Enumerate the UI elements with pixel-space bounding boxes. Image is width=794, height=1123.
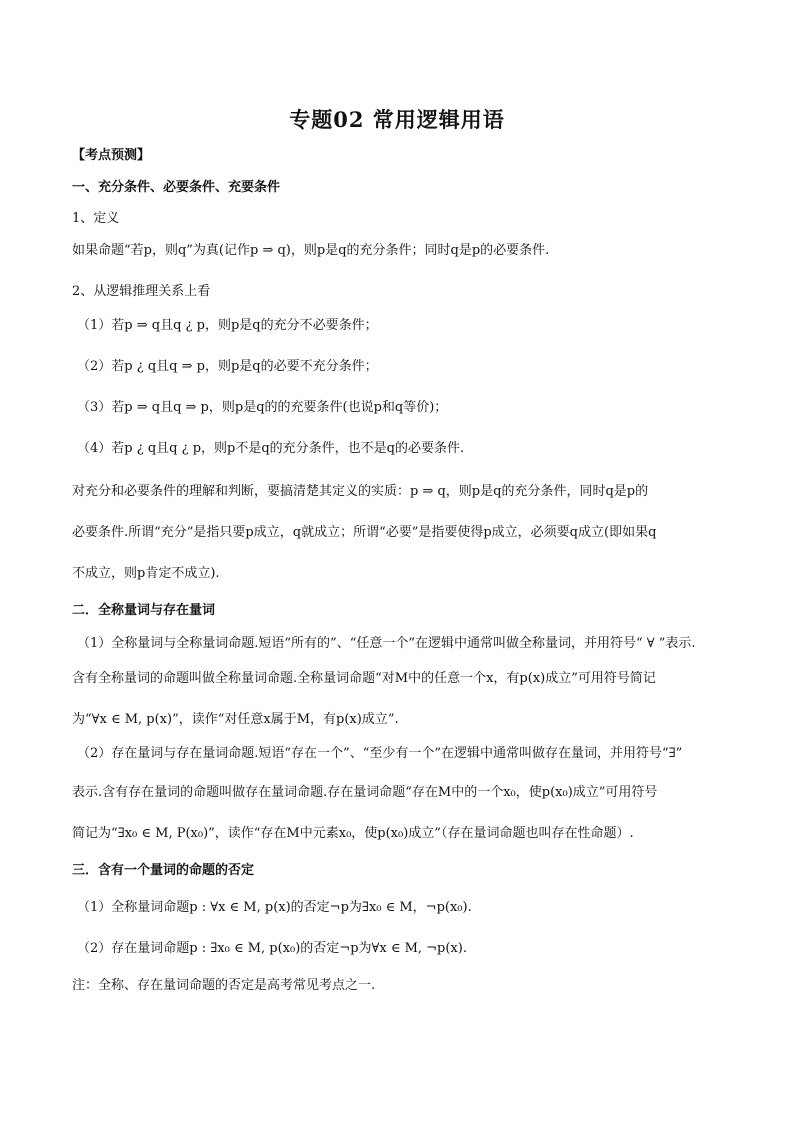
section-heading: 二．全称量词与存在量词 [72,603,216,618]
text-line: （2）若p ¿ q且q ⇒ p，则p是q的必要不充分条件； [77,359,378,374]
text-line: 如果命题“若p，则q”为真(记作p ⇒ q)，则p是q的充分条件；同时q是p的必要条件. [72,243,550,258]
text-line: 简记为“∃x₀ ∈ M, P(x₀)”，读作“存在M中元素x₀，使p(x₀)成立”（存在量词命题也叫存在性命题）. [72,826,634,841]
text-line: （2）存在量词命题p : ∃x₀ ∈ M, p(x₀)的否定¬p为∀x ∈ M, ¬p(x). [77,941,467,956]
text-line: 1、定义 [72,211,120,226]
section-heading: 一、充分条件、必要条件、充要条件 [72,180,281,195]
text-line: 为“∀x ∈ M, p(x)”，读作“对任意x属于M，有p(x)成立”. [72,712,399,727]
text-line: 注：全称、存在量词命题的否定是高考常见考点之一. [72,978,376,993]
text-line: （1）全称量词与全称量词命题.短语“所有的”、“任意一个”在逻辑中通常叫做全称量词，并用符号“ ∀ ”表示. [77,636,696,651]
text-line: （2）存在量词与存在量词命题.短语“存在一个”、“至少有一个”在逻辑中通常叫做存在量词，并用符号“∃” [77,746,683,761]
text-line: 不成立，则p肯定不成立). [72,566,220,581]
text-line: （1）若p ⇒ q且q ¿ p，则p是q的充分不必要条件； [77,318,378,333]
text-line: 对充分和必要条件的理解和判断，要搞清楚其定义的实质：p ⇒ q，则p是q的充分条件，同时q是p的 [72,484,649,499]
text-line: （1）全称量词命题p : ∀x ∈ M, p(x)的否定¬p为∃x₀ ∈ M，¬p(x₀). [77,900,472,915]
section-heading: 三．含有一个量词的命题的否定 [72,863,255,878]
text-line: 表示.含有存在量词的命题叫做存在量词命题.存在量词命题“存在M中的一个x₀，使p(x₀)成立”可用符号 [72,785,658,800]
text-line: 必要条件.所谓“充分”是指只要p成立，q就成立；所谓“必要”是指要使得p成立，必须要q成立(即如果q [72,525,657,540]
text-line: （3）若p ⇒ q且q ⇒ p，则p是q的的充要条件(也说p和q等价)； [77,400,448,415]
text-line: 【考点预测】 [72,148,151,163]
text-line: （4）若p ¿ q且q ¿ p，则p不是q的充分条件，也不是q的必要条件. [77,441,465,456]
page-title: 专题02 常用逻辑用语 [289,107,505,132]
text-line: 含有全称量词的命题叫做全称量词命题.全称量词命题“对M中的任意一个x，有p(x)成立”可用符号简记 [72,671,656,686]
text-line: 2、从逻辑推理关系上看 [72,284,211,299]
